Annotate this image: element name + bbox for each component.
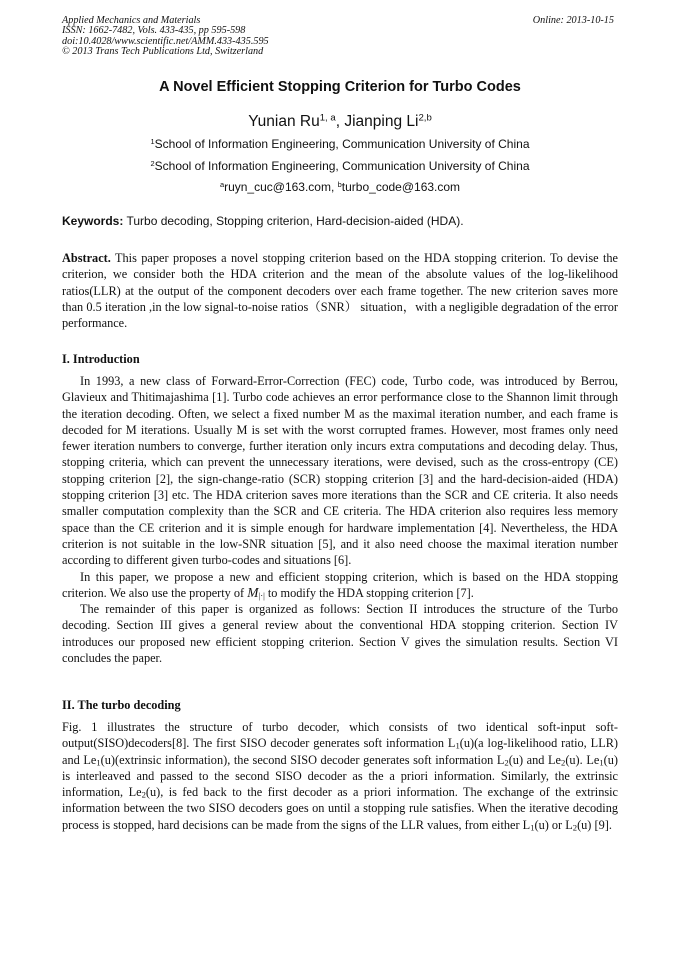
copyright-line: © 2013 Trans Tech Publications Ltd, Switzerland: [62, 45, 264, 57]
paragraph-text: (u) and Le: [508, 752, 561, 767]
affiliation-1: [62, 137, 618, 151]
journal-name: Applied Mechanics and Materials: [62, 15, 201, 26]
author-affil-marker: 2,b: [418, 112, 432, 124]
paragraph-text: (u), is fed back to the first decoder as a priori information. The exchange of the extrinsic information between the two SISO decoders goes on until a stopping rule satisfies. When the iterative decoding process is stopped, hard decisions can be made from the signs of the LLR values, from either L: [62, 785, 618, 832]
paragraph-text: (u) or L: [534, 817, 573, 832]
subscript: 2: [572, 822, 578, 833]
author-name: Jianping Li: [344, 113, 419, 130]
subscript: 1: [530, 822, 535, 833]
abstract-text: This paper proposes a novel stopping criterion based on the HDA stopping criterion. To devise the criterion, we consider both the HDA criterion and the mean of the absolute values of the log-likelihood ratios(LLR) at the output of the component decoders over each frame together. The new criterion saves more than 0.5 iteration ,in the low signal-to-noise ratios（SNR） situation，with a negligible degradation of the error performance.: [62, 251, 618, 331]
subscript: 1: [599, 757, 604, 768]
paragraph-text: (u)(extrinsic information), the second SISO decoder generates soft information L: [100, 752, 505, 767]
math-symbol: M: [247, 584, 259, 600]
email-link[interactable]: ruyn_cuc@163.com,: [224, 180, 338, 194]
email-marker: b: [337, 179, 342, 189]
math-subscript: |·|: [258, 590, 265, 601]
author-separator: ,: [335, 113, 345, 130]
doi-line: doi:10.4028/www.scientific.net/AMM.433-435.595: [62, 35, 269, 47]
author-line: [62, 113, 618, 131]
paper-title: A Novel Efficient Stopping Criterion for Turbo Codes: [159, 79, 521, 95]
paragraph-text: (u)(a log-likelihood ratio, LLR) and Le: [62, 736, 618, 767]
keywords: [62, 214, 618, 228]
author-affil-marker: 1, a: [319, 112, 336, 124]
author-emails: [62, 180, 618, 194]
affil-text: School of Information Engineering, Communication University of China: [154, 137, 530, 151]
abstract-label: Abstract.: [62, 251, 111, 265]
abstract-paragraph: [62, 250, 618, 331]
affil-text: School of Information Engineering, Communication University of China: [154, 159, 530, 173]
paragraph: In 1993, a new class of Forward-Error-Correction (FEC) code, Turbo code, was introduced by Berrou, Glavieux and Thitimajashima [1]. Turbo code achieves an error performance close to the Shannon limit through the iteration decoding. Often, we select a fixed number M as the maximal iteration number, and each frame is decoded for M iterations. Usually M is set with the worst corrupted frames. However, most frames only need fewer iteration numbers to converge, further iteration only incurs extra computations and decoding delay. Thus, stopping criteria, which can prevent the unnecessary iterations, were devised, such as the cross-entropy (CE) stopping criterion [2], the sign-change-ratio (SCR) stopping criterion [3] and the hard-decision-aided (HDA) stopping criterion [3] etc. The HDA criterion saves more iterations than the SCR and CE criteria. It also needs smaller computation complexity than the SCR and CE criteria. The HDA criterion also requires less memory space than the CE criterion and it is simple enough for hardware implementation [4]. Nevertheless, the HDA criterion is not suitable in the low-SNR situation [5], and it also need choose the maximal iteration number according to different given turbo-codes and situations [6].: [62, 374, 618, 568]
section-heading-introduction: I. Introduction: [62, 352, 140, 366]
subscript: 2: [561, 757, 566, 768]
turbo-decoding-body: [62, 719, 618, 833]
abstract: [62, 250, 618, 331]
paragraph-text: In this paper, we propose a new and efficient stopping criterion, which is based on the HDA stopping criterion. We also use the property of: [62, 569, 618, 600]
online-date: Online: 2013-10-15: [532, 15, 614, 26]
subscript: 2: [141, 789, 146, 800]
affil-marker: 1: [150, 136, 155, 146]
paragraph-text: to modify the HDA stopping criterion [7].: [264, 585, 474, 600]
keywords-text: Turbo decoding, Stopping criterion, Hard-decision-aided (HDA).: [123, 214, 464, 228]
paragraph: [62, 719, 618, 833]
paragraph-text: (u). Le: [565, 752, 600, 767]
subscript: 2: [504, 757, 509, 768]
subscript: 1: [96, 757, 101, 768]
paragraph-text: (u) [9].: [577, 817, 612, 832]
affiliation-2: [62, 159, 618, 173]
section-heading-turbo-decoding: II. The turbo decoding: [62, 698, 181, 712]
paragraph: The remainder of this paper is organized as follows: Section II introduces the structure of the Turbo decoding. Section III gives a general review about the conventional HDA stopping criterion. Section IV introduces our proposed new efficient stopping criterion. Section V gives the simulation results. Section VI concludes the paper.: [62, 602, 618, 666]
keywords-label: Keywords:: [62, 214, 124, 228]
paragraph-text: Fig. 1 illustrates the structure of turbo decoder, which consists of two identical soft-input soft-output(SISO)decoders[8]. The first SISO decoder generates soft information L: [62, 720, 618, 751]
paragraph: [62, 569, 618, 602]
email-marker: a: [219, 179, 225, 189]
issn-line: ISSN: 1662-7482, Vols. 433-435, pp 595-598: [62, 25, 246, 37]
paragraph-text: (u) is interleaved and passed to the second SISO decoder as the a priori information. Similarly, the extrinsic information, Le: [62, 752, 618, 800]
introduction-body: [62, 373, 618, 666]
author-name: Yunian Ru: [248, 113, 320, 130]
email-link[interactable]: turbo_code@163.com: [341, 180, 461, 194]
subscript: 1: [455, 741, 460, 752]
affil-marker: 2: [150, 158, 155, 168]
running-header: [62, 16, 618, 57]
